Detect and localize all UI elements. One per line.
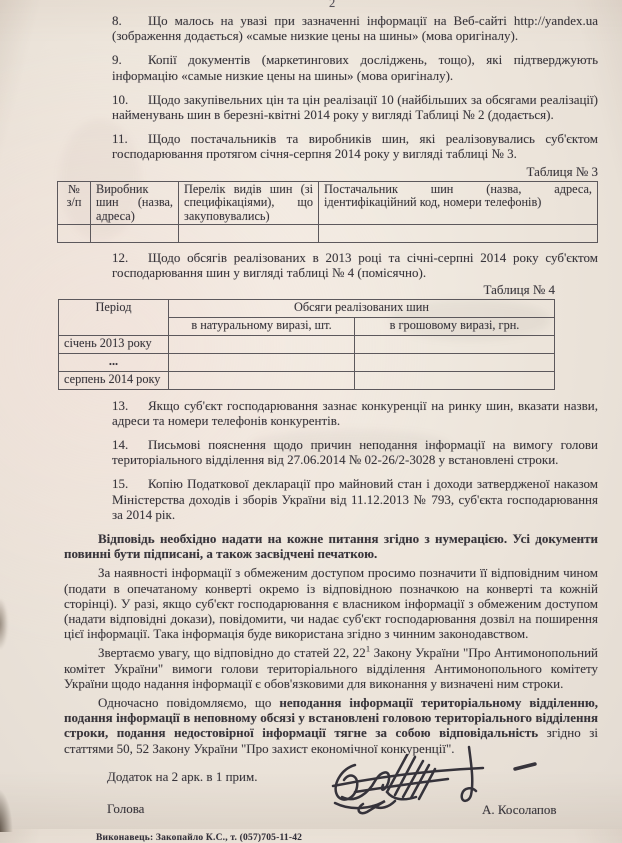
list-item-10 bbox=[112, 92, 598, 122]
table-4-cell bbox=[355, 335, 555, 353]
item-number: 14. bbox=[112, 436, 129, 452]
table-4-row bbox=[59, 371, 555, 389]
table-4-header-row bbox=[59, 299, 555, 317]
desk-corner-shadow bbox=[0, 788, 13, 832]
table-3-header-cell: Перелік видів шин (зі специфікаціями), що закуповувались) bbox=[179, 181, 319, 225]
item-number: 10. bbox=[112, 91, 129, 107]
table-4-label: Таблиця № 4 bbox=[483, 281, 555, 297]
table-4-header-cell: в грошовому виразі, грн. bbox=[355, 317, 555, 335]
paragraph-restricted-info: За наявності інформації з обмеженим доступом просимо позначити її відповідним чином (подати в опечатаному конверті окремо із відповідною позначкою на конверті та кожній сторінці). У разі, якщо суб'єкт господарювання є власником інформації з обмеженим доступом (надати відповідні докази), повідомити, чи надає суб'єкт господарювання дозвіл на поширення цієї інформації. Така інформація буде використана згідно з чинним законодавством. bbox=[64, 565, 598, 642]
list-item-11 bbox=[112, 131, 598, 161]
paragraph-answer-requirement: Відповідь необхідно надати на кожне питання згідно з нумерацією. Усі документи повинні бути підписані, а також засвідчені печаткою. bbox=[64, 530, 598, 562]
table-4-cell bbox=[169, 335, 355, 353]
table-4-period-cell: серпень 2014 року bbox=[59, 371, 169, 389]
table-4-period-cell: ... bbox=[59, 353, 169, 371]
table-3-header-cell: Виробник шин (назва, адреса) bbox=[91, 181, 179, 225]
paragraph-text: Одночасно повідомляємо, що bbox=[98, 694, 280, 710]
position-title: Голова bbox=[107, 800, 145, 816]
table-3-cell bbox=[179, 225, 319, 243]
paragraph-attention bbox=[64, 645, 598, 691]
item-text: Щодо обсягів реалізованих в 2013 році та січні-серпні 2014 року суб'єктом господарювання шин у вигляді таблиці № 4 (помісячно). bbox=[112, 250, 598, 281]
table-3-empty-row bbox=[58, 225, 598, 243]
executor-line: Виконавець: Закопайло К.С., т. (057)705-11-42 bbox=[96, 832, 303, 843]
item-text: Письмові пояснення щодо причин неподання інформації на вимогу голови територіального відділення від 27.06.2014 № 02-26/2-3028 у встановлені строки. bbox=[112, 436, 598, 468]
list-item-15 bbox=[112, 476, 598, 522]
table-4-row bbox=[59, 335, 555, 353]
superscript: 1 bbox=[365, 644, 371, 655]
item-number: 9. bbox=[112, 52, 122, 68]
list-item-13 bbox=[112, 398, 598, 428]
paragraph-text: Звертаємо увагу, що відповідно до статей 22, 22 bbox=[98, 645, 366, 661]
table-4-header-cell: Період bbox=[59, 299, 169, 335]
paragraph-bold-text: неподання інформації територіальному відділенню, подання інформації в неповному обсязі у встановлені головою територіального відділення строки, подання недостовірної інформації тягне за собою відповідальність bbox=[64, 694, 598, 741]
table-3-header-row bbox=[58, 181, 598, 225]
item-number: 13. bbox=[112, 397, 129, 413]
item-number: 12. bbox=[112, 250, 129, 266]
table-4-header-cell: Обсяги реалізованих шин bbox=[169, 299, 555, 317]
table-3-label: Таблиця № 3 bbox=[526, 163, 598, 179]
table-4-row bbox=[59, 353, 555, 371]
attachment-note: Додаток на 2 арк. в 1 прим. bbox=[107, 768, 258, 784]
list-item-9 bbox=[112, 52, 598, 82]
list-item-12 bbox=[112, 250, 598, 280]
table-4-cell bbox=[355, 353, 555, 371]
document-body bbox=[0, 13, 622, 843]
item-number: 8. bbox=[112, 13, 122, 28]
table-3-header-cell: № з/п bbox=[58, 181, 91, 225]
list-item-8 bbox=[112, 13, 598, 43]
table-3 bbox=[57, 181, 598, 244]
item-text: Що малось на увазі при зазначенні інформації на Веб-сайті http://yandex.ua (зображення додається) «самые низкие цены на шины» (мова оригіналу). bbox=[112, 13, 598, 44]
item-number: 11. bbox=[112, 131, 128, 147]
table-4-period-cell: січень 2013 року bbox=[59, 335, 169, 353]
table-4-cell bbox=[169, 353, 355, 371]
table-3-cell bbox=[58, 225, 91, 243]
paragraph-text: згідно зі статтями 50, 52 Закону України "Про захист економічної конкуренції". bbox=[64, 725, 599, 756]
table-4-cell bbox=[169, 371, 355, 389]
signer-name: А. Косолапов bbox=[482, 801, 557, 817]
table-3-cell bbox=[319, 225, 598, 243]
table-3-cell bbox=[91, 225, 179, 243]
item-text: Щодо постачальників та виробників шин, які реалізовувались суб'єктом господарювання протягом січня-серпня 2014 року у вигляді таблиці № 3. bbox=[112, 131, 598, 162]
table-4-cell bbox=[355, 371, 555, 389]
table-3-header-cell: Постачальник шин (назва, адреса, ідентифікаційний код, номери телефонів) bbox=[319, 181, 598, 225]
table-4-header-cell: в натуральному виразі, шт. bbox=[169, 317, 355, 335]
paragraph-text: Закону України "Про Антимонопольний комітет України" вимоги голови територіального відділення Антимонопольного комітету України щодо надання інформації є обов'язковими для виконання у визначені ним строки. bbox=[64, 645, 598, 691]
item-text: Щодо закупівельних цін та цін реалізації 10 (найбільших за обсягами реалізації) найменувань шин в березні-квітні 2014 року у вигляді Таблиці № 2 (додається). bbox=[112, 91, 598, 123]
item-text: Якщо суб'єкт господарювання зазнає конкуренції на ринку шин, вказати назви, адреси та номери телефонів конкурентів. bbox=[112, 397, 598, 428]
list-item-14 bbox=[112, 437, 598, 467]
item-number: 15. bbox=[112, 476, 129, 492]
table-4 bbox=[58, 299, 555, 390]
signature-scrawl bbox=[323, 741, 548, 821]
page-number: 2 bbox=[329, 0, 336, 10]
item-text: Копії документів (маркетингових досліджень, тощо), які підтверджують інформацію «самые низкие цены на шины» (мова оригіналу). bbox=[112, 52, 598, 83]
item-text: Копію Податкової декларації про майновий стан і доходи затвердженої наказом Міністерства доходів і зборів України від 11.12.2013 № 793, суб'єкта господарювання за 2014 рік. bbox=[112, 476, 598, 522]
